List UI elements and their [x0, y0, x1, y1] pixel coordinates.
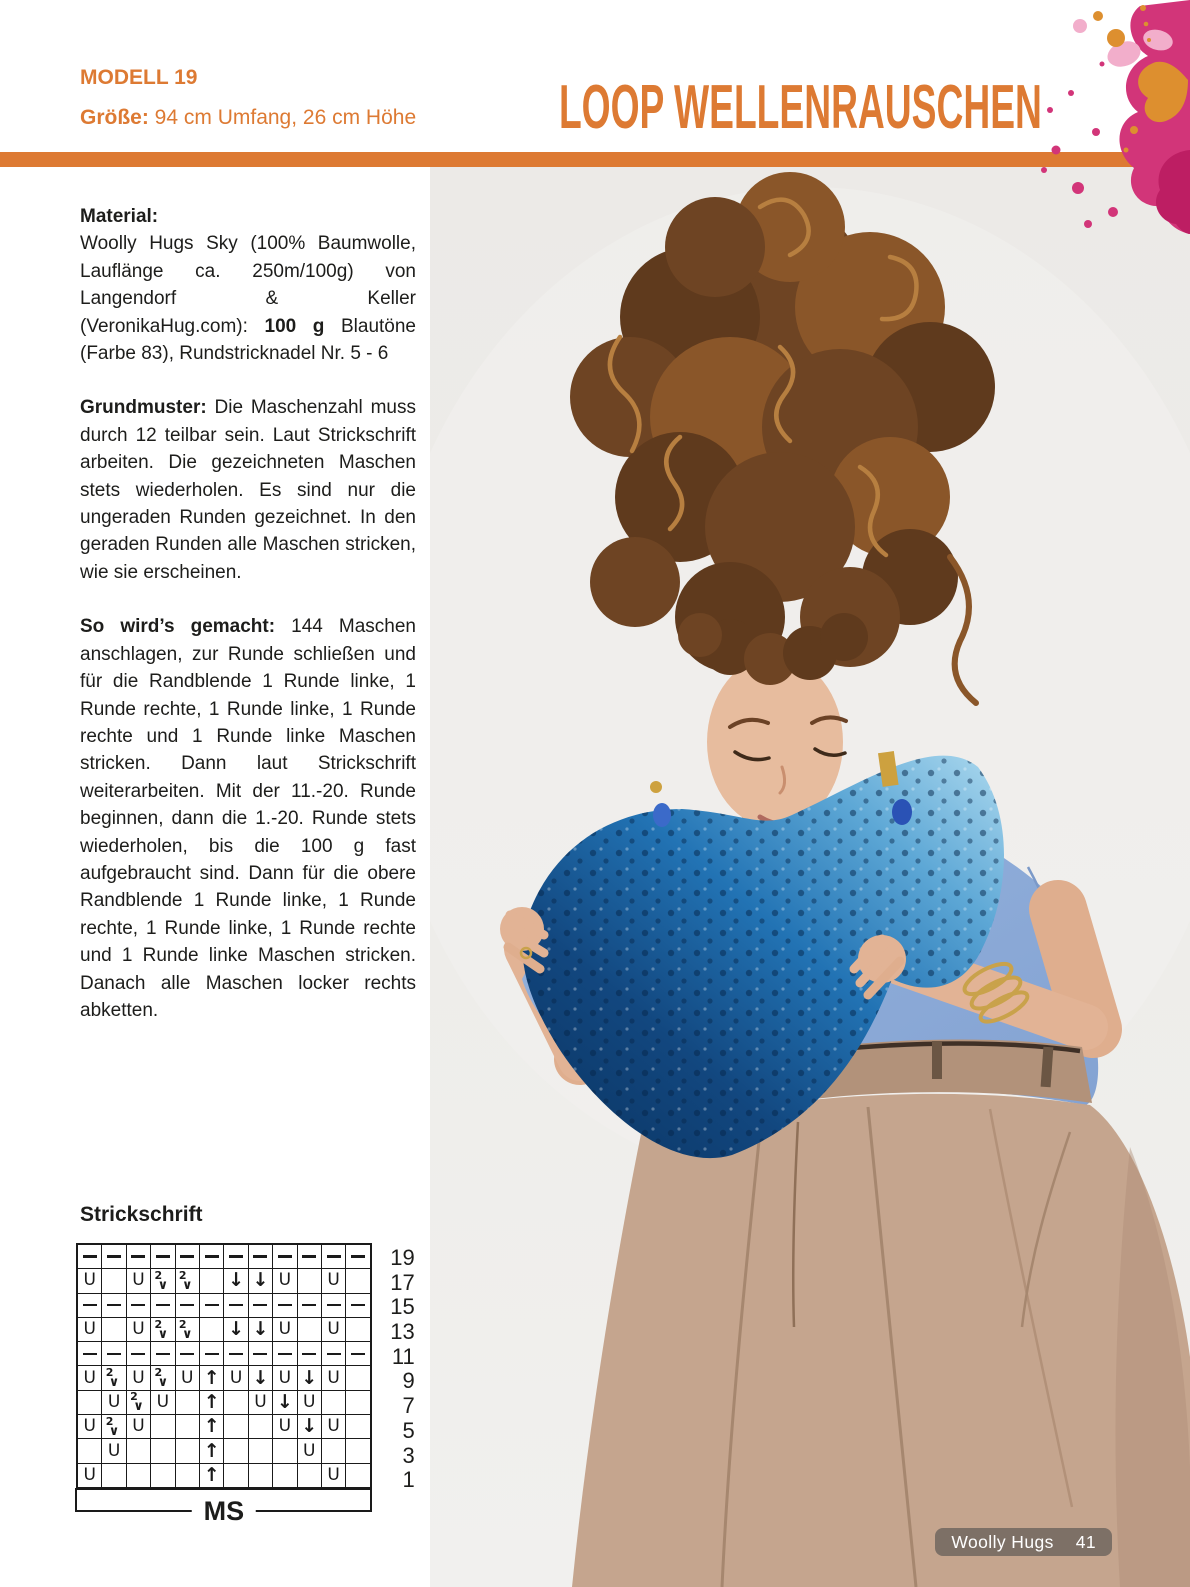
chart-cell: [273, 1415, 297, 1438]
size-label: Größe:: [80, 106, 149, 129]
arrow-down-symbol: ↓: [252, 1366, 269, 1389]
two-chevron-symbol: 2 ∨: [178, 1268, 193, 1293]
chart-cell: [102, 1366, 126, 1389]
dash-symbol: [327, 1304, 341, 1306]
u-symbol: U: [302, 1391, 316, 1412]
chart-cell: [273, 1294, 297, 1317]
chart-cell: [176, 1318, 200, 1341]
u-symbol: U: [83, 1367, 96, 1388]
chart-cell: [176, 1366, 200, 1389]
paragraph-material: Material: Woolly Hugs Sky (100% Baumwolle, Lauflänge ca. 250m/100g) von Langendorf & Keller (VeronikaHug.com): 100 g Blautöne (Farbe 83), Rundstricknadel Nr. 5 - 6: [80, 206, 416, 365]
chart-cell: [273, 1366, 297, 1389]
u-symbol: U: [132, 1367, 145, 1388]
u-symbol: U: [278, 1270, 292, 1291]
dash-symbol: [302, 1353, 316, 1355]
chart-row: [78, 1391, 370, 1415]
chart-row: [78, 1342, 370, 1366]
chart-cell: [346, 1464, 369, 1487]
dash-symbol: [131, 1353, 145, 1355]
chart-cell: [200, 1415, 224, 1438]
chart-cell: [78, 1415, 102, 1438]
chart-cell: [200, 1391, 224, 1414]
dash-symbol: [205, 1304, 219, 1306]
two-chevron-symbol: 2 ∨: [105, 1414, 120, 1439]
footer-page-number: 41: [1075, 1531, 1096, 1552]
chart-cell: [200, 1269, 224, 1292]
chart-row-number: 17: [390, 1269, 415, 1295]
chart-cell: [322, 1464, 346, 1487]
chart-row: [78, 1464, 370, 1488]
chart-cell: [224, 1342, 248, 1365]
chart-cell: [127, 1342, 151, 1365]
chart-cell: [78, 1464, 102, 1487]
chart-cell: [127, 1245, 151, 1268]
chart-cell: [78, 1245, 102, 1268]
arrow-down-symbol: ↓: [301, 1415, 318, 1438]
dash-symbol: [327, 1255, 341, 1257]
orange-rule: [0, 152, 1190, 167]
chart-row-number: 1: [402, 1467, 415, 1493]
chart-row: [78, 1439, 370, 1463]
arrow-down-symbol: ↓: [301, 1366, 318, 1389]
size-line: [80, 106, 416, 130]
chart-row-number: 15: [390, 1294, 415, 1320]
chart-cell: [78, 1391, 102, 1414]
dash-symbol: [156, 1304, 170, 1306]
chart-cell: [78, 1294, 102, 1317]
dash-symbol: [278, 1304, 292, 1306]
chart-cell: [102, 1464, 126, 1487]
chart-cell: [249, 1439, 273, 1462]
u-symbol: U: [327, 1367, 340, 1388]
chart-cell: [224, 1366, 248, 1389]
chart-cell: [322, 1245, 346, 1268]
chart-cell: [249, 1245, 273, 1268]
chart-cell: [346, 1391, 369, 1414]
paint-splash-decoration: [1038, 0, 1190, 238]
chart-cell: [298, 1415, 322, 1438]
chart-cell: [151, 1342, 175, 1365]
paragraph-so-wirds-gemacht: So wird’s gemacht: 144 Maschen anschlagen, zur Runde schließen und für die Randblende 1 Runde linke, 1 Runde rechte, 1 Runde linke, 1 Runde rechte und 1 Runde linke Maschen stricken. Dann laut Strickschrift weiterarbeiten. Mit der 11.-20. Runde beginnen, dann die 1.-20. Runde stets wiederholen, bis die 100 g fast aufgebraucht sind. Dann für die obere Randblende 1 Runde linke, 1 Runde rechte, 1 Runde linke, 1 Runde rechte und 1 Runde linke Maschen stricken. Danach alle Maschen locker rechts abketten.: [80, 616, 417, 1021]
u-symbol: U: [83, 1416, 96, 1437]
arrow-up-symbol: ↑: [203, 1439, 220, 1462]
chart-cell: [224, 1464, 248, 1487]
chart-row-number: 13: [390, 1319, 415, 1345]
chart-cell: [78, 1318, 102, 1341]
chart-cell: [200, 1294, 224, 1317]
arrow-down-symbol: ↓: [228, 1318, 244, 1341]
chart-cell: [151, 1245, 175, 1268]
chart-grid: [76, 1243, 415, 1527]
dash-symbol: [156, 1353, 170, 1355]
chart-cell: [102, 1439, 126, 1462]
chart-cell: [200, 1318, 224, 1341]
chart-cell: [127, 1269, 151, 1292]
dash-symbol: [302, 1304, 316, 1306]
chart-cell: [273, 1464, 297, 1487]
chart-cell: [102, 1391, 126, 1414]
chart-cell: [298, 1342, 322, 1365]
chart-cell: [176, 1391, 200, 1414]
chart-cell: [127, 1294, 151, 1317]
chart-cell: [224, 1294, 248, 1317]
dash-symbol: [229, 1304, 243, 1306]
dash-symbol: [278, 1353, 292, 1355]
dash-symbol: [278, 1255, 292, 1257]
chart-cell: [224, 1269, 248, 1292]
footer-brand: Woolly Hugs: [951, 1531, 1054, 1552]
chart-cell: [102, 1245, 126, 1268]
chart-cell: [176, 1269, 200, 1292]
u-symbol: U: [156, 1391, 170, 1412]
page-title: LOOP WELLENRAUSCHEN: [559, 73, 1042, 142]
dash-symbol: [180, 1304, 194, 1306]
dash-symbol: [229, 1255, 243, 1257]
chart-cell: [102, 1318, 126, 1341]
chart-cell: [298, 1391, 322, 1414]
chart-cell: [200, 1245, 224, 1268]
dash-symbol: [351, 1304, 365, 1306]
chart-cell: [298, 1294, 322, 1317]
two-chevron-symbol: 2 ∨: [154, 1317, 169, 1342]
knitting-chart: [76, 1243, 415, 1527]
chart-cell: [151, 1464, 175, 1487]
chart-cell: [273, 1318, 297, 1341]
chart-row: [78, 1318, 370, 1342]
two-chevron-symbol: 2 ∨: [154, 1268, 169, 1293]
chart-cell: [273, 1342, 297, 1365]
u-symbol: U: [278, 1416, 292, 1437]
chart-cell: [322, 1342, 346, 1365]
chart-cell: [176, 1439, 200, 1462]
chart-cell: [151, 1269, 175, 1292]
model-photo-illustration: [430, 167, 1190, 1587]
chart-cell: [102, 1294, 126, 1317]
chart-cell: [346, 1439, 369, 1462]
dash-symbol: [327, 1353, 341, 1355]
dash-symbol: [180, 1255, 194, 1257]
two-chevron-symbol: 2 ∨: [178, 1317, 193, 1342]
chart-cell: [127, 1415, 151, 1438]
dash-symbol: [205, 1255, 219, 1257]
u-symbol: U: [327, 1270, 340, 1291]
chart-cell: [127, 1391, 151, 1414]
page-footer-pill: [935, 1528, 1112, 1556]
chart-cell: [151, 1366, 175, 1389]
chart-cell: [249, 1318, 273, 1341]
chart-cell: [346, 1342, 369, 1365]
chart-row: [78, 1415, 370, 1439]
u-symbol: U: [327, 1464, 340, 1485]
chart-cell: [176, 1415, 200, 1438]
dash-symbol: [253, 1255, 267, 1257]
u-symbol: U: [327, 1319, 340, 1340]
dash-symbol: [351, 1353, 365, 1355]
chart-cell: [200, 1464, 224, 1487]
chart-cell: [200, 1342, 224, 1365]
chart-cell: [298, 1318, 322, 1341]
chart-cell: [127, 1439, 151, 1462]
chart-row-numbers: [383, 1246, 415, 1493]
dash-symbol: [253, 1304, 267, 1306]
model-photo: [430, 167, 1190, 1587]
arrow-up-symbol: ↑: [203, 1415, 220, 1438]
two-chevron-symbol: 2 ∨: [105, 1366, 120, 1391]
chart-cell: [273, 1269, 297, 1292]
dash-symbol: [83, 1255, 97, 1257]
chart-cell: [322, 1415, 346, 1438]
chart-cell: [224, 1415, 248, 1438]
u-symbol: U: [83, 1464, 96, 1485]
dash-symbol: [205, 1353, 219, 1355]
dash-symbol: [107, 1255, 121, 1257]
chart-cell: [224, 1245, 248, 1268]
chart-cell: [224, 1439, 248, 1462]
chart-cell: [346, 1294, 369, 1317]
chart-cell: [151, 1439, 175, 1462]
chart-cell: [298, 1366, 322, 1389]
chart-cell: [176, 1245, 200, 1268]
chart-cell: [249, 1366, 273, 1389]
chart-cell: [346, 1318, 369, 1341]
dash-symbol: [107, 1353, 121, 1355]
u-symbol: U: [107, 1391, 121, 1412]
arrow-down-symbol: ↓: [228, 1269, 244, 1292]
dash-symbol: [180, 1353, 194, 1355]
chart-cell: [127, 1318, 151, 1341]
ms-label: MS: [192, 1498, 257, 1525]
chart-cell: [346, 1366, 369, 1389]
chart-cell: [224, 1391, 248, 1414]
chart-cell: [322, 1318, 346, 1341]
chart-cell: [322, 1391, 346, 1414]
dash-symbol: [253, 1353, 267, 1355]
chart-cell: [346, 1245, 369, 1268]
chart-cell: [78, 1269, 102, 1292]
u-symbol: U: [83, 1319, 96, 1340]
chart-cell: [298, 1269, 322, 1292]
chart-cell: [298, 1464, 322, 1487]
chart-cell: [322, 1439, 346, 1462]
chart-row: [78, 1294, 370, 1318]
chart-heading: Strickschrift: [80, 1203, 203, 1226]
chart-cell: [127, 1464, 151, 1487]
chart-cell: [151, 1318, 175, 1341]
dash-symbol: [351, 1255, 365, 1257]
chart-cell: [273, 1245, 297, 1268]
chart-cell: [78, 1366, 102, 1389]
chart-cell: [346, 1415, 369, 1438]
u-symbol: U: [327, 1416, 340, 1437]
two-chevron-symbol: 2 ∨: [154, 1366, 169, 1391]
chart-row-number: 19: [390, 1245, 415, 1270]
chart-cell: [322, 1294, 346, 1317]
chart-cell: [151, 1391, 175, 1414]
chart-cell: [249, 1269, 273, 1292]
chart-cell: [298, 1439, 322, 1462]
chart-cell: [176, 1464, 200, 1487]
chart-cell: [249, 1391, 273, 1414]
arrow-up-symbol: ↑: [203, 1390, 220, 1413]
chart-cell: [224, 1318, 248, 1341]
chart-cell: [346, 1269, 369, 1292]
chart-cell: [102, 1269, 126, 1292]
u-symbol: U: [107, 1440, 121, 1461]
chart-row-number: 3: [402, 1442, 415, 1468]
chart-cell: [322, 1269, 346, 1292]
chart-cell: [200, 1366, 224, 1389]
arrow-up-symbol: ↑: [203, 1366, 220, 1389]
article: [80, 176, 416, 1024]
chart-cell: [102, 1342, 126, 1365]
dash-symbol: [107, 1304, 121, 1306]
dash-symbol: [131, 1304, 145, 1306]
arrow-down-symbol: ↓: [276, 1390, 293, 1413]
paragraph-grundmuster: Grundmuster: Die Maschenzahl muss durch 12 teilbar sein. Laut Strickschrift arbeiten. Die gezeichneten Maschen stets wiederholen. Es sind nur die ungeraden Runden gezeichnet. In den geraden Runden alle Maschen stricken, wie sie erscheinen.: [80, 397, 416, 583]
chart-cell: [200, 1439, 224, 1462]
chart-cell: [176, 1342, 200, 1365]
ms-bracket: [75, 1488, 372, 1527]
u-symbol: U: [302, 1440, 316, 1461]
u-symbol: U: [132, 1416, 145, 1437]
chart-cell: [249, 1342, 273, 1365]
dash-symbol: [83, 1304, 97, 1306]
chart-cell: [176, 1294, 200, 1317]
chart-cell: [151, 1294, 175, 1317]
chart-cell: [127, 1366, 151, 1389]
chart-cell: [273, 1439, 297, 1462]
arrow-down-symbol: ↓: [252, 1318, 269, 1341]
chart-cell: [249, 1294, 273, 1317]
chart-row-number: 11: [391, 1343, 415, 1369]
chart-row: [78, 1269, 370, 1293]
chart-cell: [273, 1391, 297, 1414]
u-symbol: U: [278, 1319, 292, 1340]
dash-symbol: [83, 1353, 97, 1355]
chart-cell: [322, 1366, 346, 1389]
chart-cell: [78, 1439, 102, 1462]
dash-symbol: [302, 1255, 316, 1257]
arrow-down-symbol: ↓: [252, 1269, 269, 1292]
chart-cell: [78, 1342, 102, 1365]
dash-symbol: [229, 1353, 243, 1355]
chart-cell: [151, 1415, 175, 1438]
u-symbol: U: [229, 1367, 243, 1388]
two-chevron-symbol: 2 ∨: [130, 1390, 144, 1415]
dash-symbol: [131, 1255, 145, 1257]
chart-row: [78, 1366, 370, 1390]
u-symbol: U: [132, 1270, 145, 1291]
chart-cell: [102, 1415, 126, 1438]
u-symbol: U: [181, 1367, 194, 1388]
dash-symbol: [156, 1255, 170, 1257]
chart-row-number: 9: [402, 1368, 415, 1394]
chart-row-number: 7: [402, 1393, 415, 1419]
u-symbol: U: [132, 1319, 145, 1340]
chart-cell: [249, 1415, 273, 1438]
u-symbol: U: [83, 1270, 96, 1291]
chart-row-number: 5: [402, 1417, 415, 1443]
size-value: 94 cm Umfang, 26 cm Höhe: [148, 106, 417, 129]
chart-row: [78, 1245, 370, 1269]
chart-cell: [249, 1464, 273, 1487]
chart-cell: [298, 1245, 322, 1268]
arrow-up-symbol: ↑: [203, 1463, 220, 1486]
u-symbol: U: [278, 1367, 292, 1388]
model-number: MODELL 19: [80, 66, 198, 89]
u-symbol: U: [254, 1391, 267, 1412]
